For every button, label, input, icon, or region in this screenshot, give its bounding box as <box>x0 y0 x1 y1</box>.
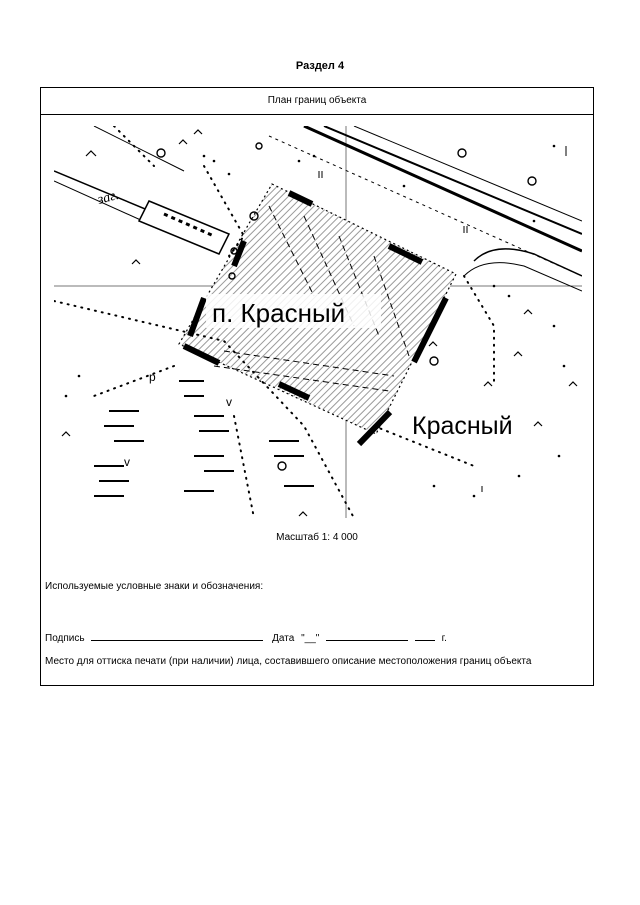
handwritten-label: заг. <box>96 187 121 208</box>
place-label: Красный <box>412 412 513 440</box>
frame-header: План границ объекта <box>41 88 593 115</box>
settlement-label: п. Красный <box>212 298 346 328</box>
plan-frame <box>40 87 594 686</box>
signature-blank <box>91 631 263 641</box>
legend-title: Используемые условные знаки и обозначения: <box>45 581 264 592</box>
svg-text:v: v <box>226 395 232 409</box>
stamp-text: Место для оттиска печати (при наличии) лица, составившего описание местоположения границ объекта <box>45 656 532 667</box>
signature-row <box>45 631 447 644</box>
svg-text:v: v <box>124 455 130 469</box>
svg-text:р: р <box>149 370 156 384</box>
boundary-map <box>54 126 582 518</box>
date-month-blank <box>326 631 408 641</box>
date-label: Дата <box>272 633 295 644</box>
scale-text: Масштаб 1: 4 000 <box>276 532 358 543</box>
section-title: Раздел 4 <box>295 60 345 72</box>
year-suffix: г. <box>441 633 447 644</box>
date-year-blank <box>415 631 435 641</box>
date-day: "__" <box>301 633 320 644</box>
signature-label: Подпись <box>45 633 85 644</box>
